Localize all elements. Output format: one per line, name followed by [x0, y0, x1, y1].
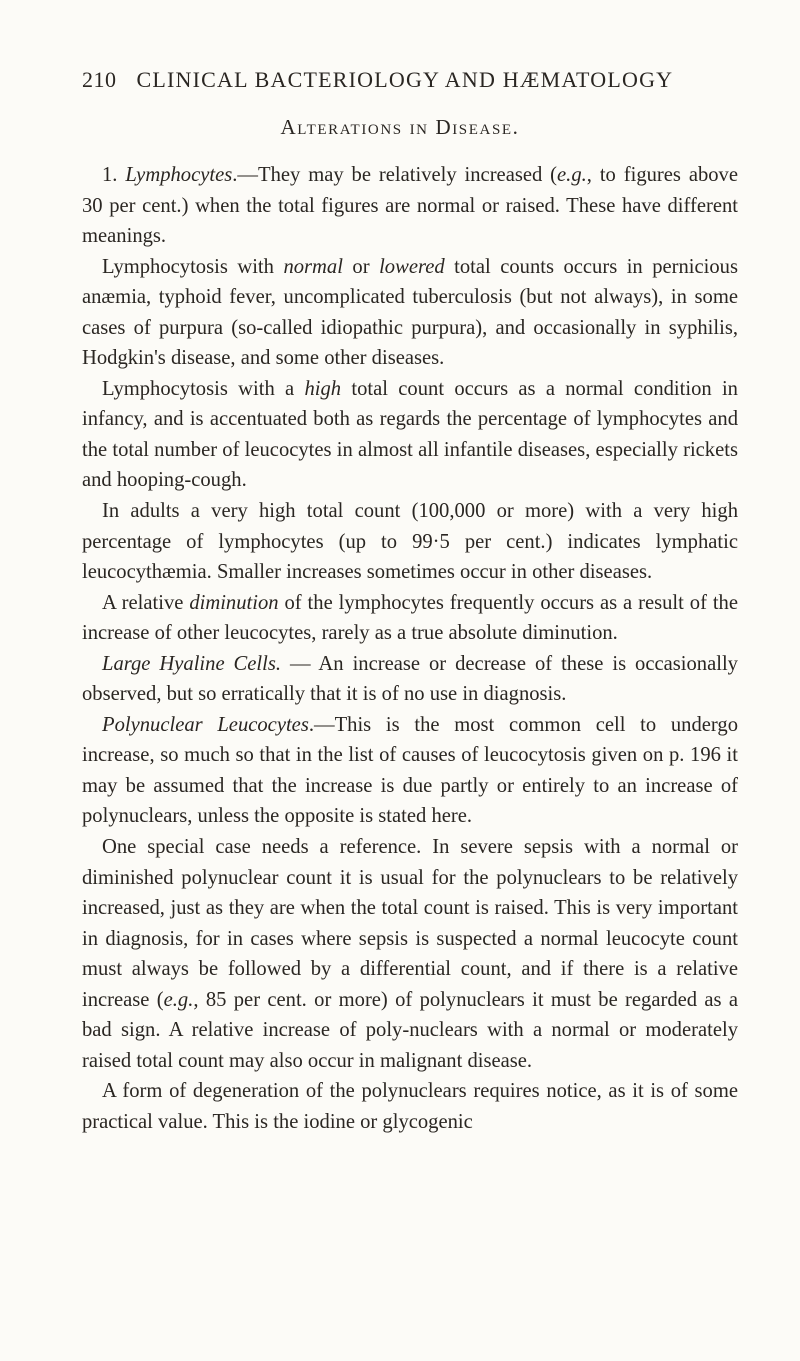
paragraph-hyaline-cells — [82, 649, 738, 710]
paragraph-sepsis — [82, 832, 738, 1076]
paragraph-normal-lowered — [82, 252, 738, 374]
text-run: Lymphocytosis with a — [102, 377, 305, 400]
term-polynuclear-leucocytes: Polynuclear Leucocytes — [102, 713, 309, 736]
text-run: , 85 per cent. or more) of polynuclears it must be regarded as a bad sign. A relative increase of poly-nuclears with a normal or moderately raised total count may also occur in malignant disease. — [82, 988, 738, 1072]
running-title: CLINICAL BACTERIOLOGY AND HÆMATOLOGY — [136, 67, 674, 92]
text-run: Lymphocytosis with — [102, 255, 284, 278]
paragraph-high-count — [82, 374, 738, 496]
text-run: total counts occurs in pernicious anæmia, typhoid fever, uncomplicated tuberculosis (but not always), in some cases of purpura (so-called idiopathic purpura), and occasionally in syphilis, Hodgkin's disease, and some other diseases. — [82, 255, 738, 370]
term-lymphocytes: Lymphocytes — [125, 164, 233, 186]
section-heading: Alterations in Disease. — [280, 115, 520, 139]
abbrev-eg: e.g. — [557, 164, 587, 186]
paragraph-degeneration: A form of degeneration of the polynuclears requires notice, as it is of some practical value. This is the iodine or glycogenic — [82, 1080, 738, 1133]
paragraph-lymphocytes — [82, 160, 738, 252]
body-text — [82, 160, 738, 1138]
emphasis-lowered: lowered — [379, 255, 445, 278]
list-number: 1. — [102, 164, 126, 186]
abbrev-eg: e.g. — [163, 988, 194, 1011]
paragraph-polynuclear — [82, 710, 738, 832]
page-number: 210 — [82, 67, 117, 92]
text-run: .—They may be relatively increased ( — [232, 164, 558, 186]
text-run: of the lymphocytes frequently occurs as a result of the increase of other leucocytes, rarely as a true absolute diminution. — [82, 591, 738, 645]
emphasis-high: high — [304, 377, 342, 400]
text-run: .—This is the most common cell to undergo increase, so much so that in the list of causes of leucocytosis given on p. 196 it may be assumed that the increase is due partly or entirely to an increase of polynuclears, unless the opposite is stated here. — [82, 713, 739, 828]
paragraph-adults: In adults a very high total count (100,000 or more) with a very high percentage of lymphocytes (up to 99·5 per cent.) indicates lymphatic leucocythæmia. Smaller increases sometimes occur in other diseases. — [82, 500, 738, 584]
running-header — [82, 66, 732, 94]
paragraph-diminution — [82, 588, 738, 649]
text-run: total count occurs as a normal condition in infancy, and is accentuated both as regards the percentage of lymphocytes and the total number of leucocytes in almost all infantile diseases, especially rickets and hooping-cough. — [82, 377, 738, 492]
text-run: or — [342, 255, 380, 278]
text-run: A relative — [102, 591, 190, 614]
term-large-hyaline-cells: Large Hyaline Cells. — [102, 652, 282, 675]
text-run: , to figures above 30 per cent.) when the total figures are normal or raised. These have different meanings. — [82, 164, 738, 248]
text-run: One special case needs a reference. In severe sepsis with a normal or diminished polynuclear count it is usual for the polynuclears to be relatively increased, just as they are when the total count is raised. This is very important in diagnosis, for in cases where sepsis is suspected a normal leucocyte count must always be followed by a differential count, and if there is a relative increase ( — [82, 836, 738, 1011]
emphasis-diminution: diminution — [189, 591, 279, 614]
text-run: — An increase or decrease of these is occasionally observed, but so erratically that it is of no use in diagnosis. — [82, 652, 738, 706]
emphasis-normal: normal — [283, 255, 343, 278]
